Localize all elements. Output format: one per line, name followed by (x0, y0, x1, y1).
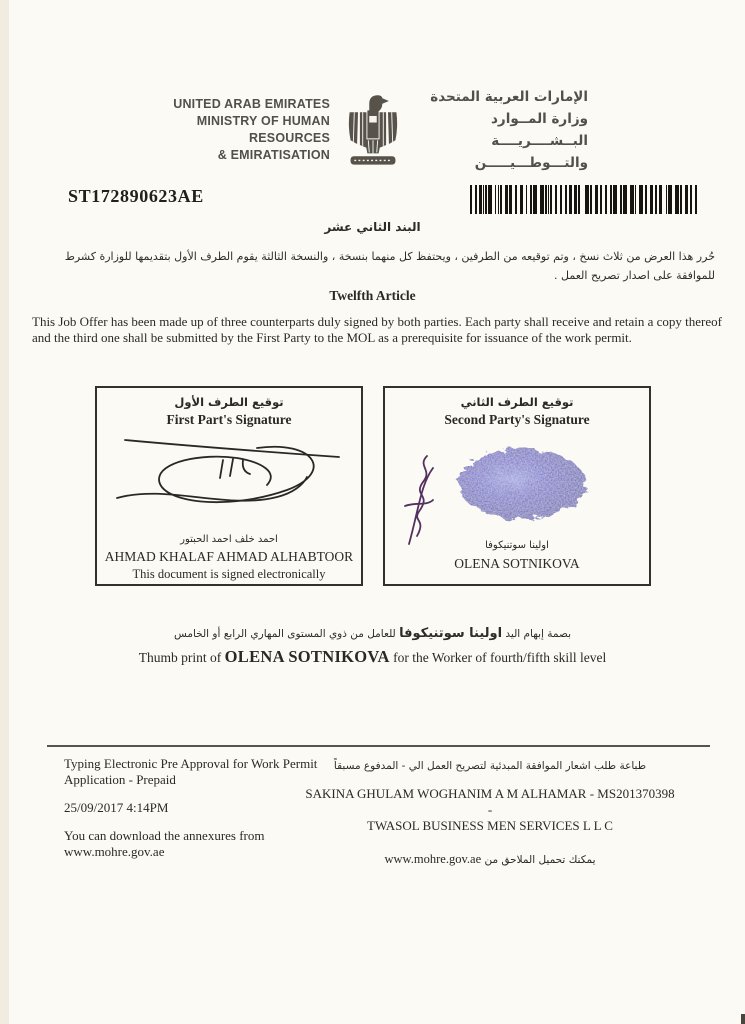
download-note-arabic: يمكنك تحميل الملاحق من (484, 854, 596, 866)
thumbprint-caption-ar-prefix: بصمة إبهام اليد (505, 628, 572, 640)
first-party-signature-box (95, 386, 363, 586)
ministry-name-ar-line2: وزارة المــوارد البــشــــريــــة (491, 111, 588, 149)
first-party-name-arabic: احمد خلف احمد الحبتور (180, 534, 278, 545)
barcode (470, 185, 700, 214)
thumbprint-caption-english (0, 647, 745, 667)
ministry-name-en-line3: & EMIRATISATION (217, 148, 330, 162)
article-heading-english: Twelfth Article (329, 288, 416, 303)
article-body-arabic: حُرر هذا العرض من ثلاث نسخ ، وتم توقيعه من الطرفين ، ويحتفظ كل منهما بنسخة ، والنسخة الثالثة يقوم الطرف الأول بتقديمها للوزارة كشرط للموافقة على اصدار تصريح العمل . (64, 250, 715, 282)
handwritten-signature-icon (109, 428, 349, 538)
print-timestamp: 25/09/2017 4:14PM (64, 800, 169, 815)
thumbprint-caption-en-suffix: for the Worker of fourth/fifth skill level (393, 650, 607, 665)
first-party-title-english: First Part's Signature (166, 412, 292, 427)
article-heading-arabic: البند الثاني عشر (324, 220, 421, 234)
ministry-letterhead (118, 86, 588, 174)
download-note-arabic-line (305, 852, 675, 867)
ministry-name-en-line2: MINISTRY OF HUMAN RESOURCES (196, 114, 330, 145)
establishment-name-line2: TWASOL BUSINESS MEN SERVICES L L C (367, 818, 613, 833)
footer-right-column (305, 760, 675, 867)
ministry-name-arabic (410, 86, 588, 174)
footer-divider-line (47, 745, 710, 747)
thumbprint-caption-ar-suffix: للعامل من ذوي المستوى المهاري الرابع أو الخامس (173, 628, 396, 640)
ministry-name-ar-line1: الإمارات العربية المتحدة (430, 89, 588, 105)
establishment-name-line1: SAKINA GHULAM WOGHANIM A M ALHAMAR - MS201370398 - (305, 786, 675, 817)
second-party-signature-box (383, 386, 651, 586)
second-party-title-arabic: توقيع الطرف الثاني (460, 395, 574, 409)
thumbprint-caption-arabic (0, 626, 745, 641)
scan-corner-artifact (741, 1014, 745, 1024)
thumbprint-icon (447, 440, 597, 535)
document-reference-number: ST172890623AE (68, 186, 204, 206)
first-party-title-arabic: توقيع الطرف الأول (174, 395, 284, 409)
ministry-name-english (118, 96, 330, 164)
website-url-english: www.mohre.gov.ae (64, 844, 165, 859)
second-party-title-english: Second Party's Signature (444, 412, 590, 427)
first-party-name-english: AHMAD KHALAF AHMAD ALHABTOOR (104, 549, 354, 564)
ministry-name-ar-line3: والتـــوطـــيـــــن (474, 155, 588, 171)
website-url-arabic-line: www.mohre.gov.ae (384, 852, 482, 866)
service-name-english: Typing Electronic Pre Approval for Work Permit Application - Prepaid (64, 756, 318, 787)
article-body-english: This Job Offer has been made up of three counterparts duly signed by both parties. Each party shall receive and retain a copy thereof and the third one shall be submitted by the First Party to the MOL as a prerequisite for issuance of the work permit. (32, 314, 722, 345)
uae-falcon-emblem-icon (344, 91, 402, 169)
download-note-english: You can download the annexures from (64, 828, 265, 843)
second-party-name-arabic: اولينا سوتنيكوفا (485, 540, 549, 551)
service-name-arabic: طباعة طلب اشعار الموافقة المبدئية لتصريح العمل الي - المدفوع مسبقاً (333, 760, 647, 772)
thumbprint-caption-en-name: OLENA SOTNIKOVA (224, 647, 390, 666)
footer-left-column (64, 756, 322, 860)
thumbprint-caption-en-prefix: Thumb print of (138, 650, 225, 665)
electronic-signature-note: This document is signed electronically (132, 567, 326, 581)
second-party-name-english: OLENA SOTNIKOVA (454, 556, 580, 571)
scan-edge-strip (0, 0, 9, 1024)
thumbprint-caption-ar-name: اولينا سوتنيكوفا (399, 626, 503, 641)
ministry-name-en-line1: UNITED ARAB EMIRATES (173, 97, 330, 111)
